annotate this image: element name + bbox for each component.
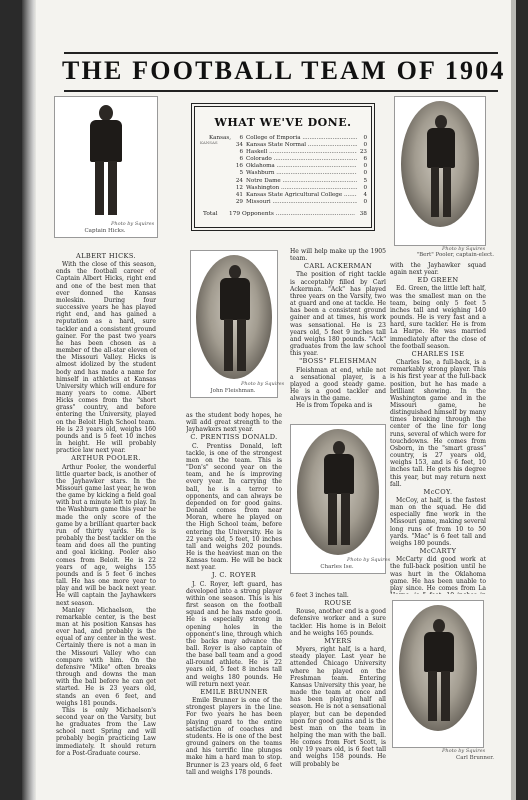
score-row — [209, 192, 367, 199]
score-row — [209, 178, 367, 185]
score-row — [209, 156, 367, 163]
article-paragraph: C. Prentiss Donald, left tackle, is one of the strongest men on the team. This is "Don's" second year on the team, and he is improving every year. In carrying the ball, he is a terror to opponents, and can always be depended on for good gains. Donald comes from near Moran, where he played on the High School team, before entering the University. He is 22 years old, 5 feet, 10 inches tall and weighs 202 pounds. He is the heaviest man on the Kansas team. He will be back next year. — [186, 442, 282, 572]
page-edge — [511, 0, 516, 800]
total-label: Total — [203, 211, 218, 217]
photo-caption: Carl Brunner. — [456, 755, 494, 761]
score-them: 5 — [363, 177, 367, 184]
article-paragraph: Rouse, another end is a good defensive worker and a sure tackler. His home is in Beloit and he weighs 165 pounds. — [290, 608, 386, 637]
article-heading: ROUSE — [324, 599, 352, 608]
score-them: 0 — [363, 142, 367, 149]
score-row — [209, 149, 367, 156]
score-us: 24 — [235, 177, 243, 184]
photo-credit: Photo by Squires — [442, 246, 486, 252]
article-paragraph: With the close of this season, ends the football career of Captain Albert Hicks, right end and one of the best men that ever donned the Kansas moleskin. During four successive years he has played right end, and has gained a reputation as a hard, sure tackler and a consistent ground gainer. For the past two years he has been chosen as a member of the all-star eleven of the Missouri Valley. Hicks is almost idolized by the student body and has made a name for himself in athletics at Kansas University which will endure for many years to come. Albert Hicks comes from the "short grass" country, and before entering the University, played on the Beloit High School team. He is 23 years old, weighs 160 pounds and is 5 feet 10 inches in height. He will probably practice law next year. — [56, 261, 156, 455]
photo-credit: Photo by Squires — [241, 381, 285, 387]
player-figure — [83, 105, 129, 217]
score-opponent: Oklahoma ..... — [246, 163, 357, 170]
text-column-3-top — [290, 248, 386, 418]
score-us: 6 — [239, 149, 243, 156]
score-them: 0 — [363, 170, 367, 177]
score-opponent: Kansas State Agricultural College ..... — [246, 192, 357, 199]
photo-fleishman — [190, 250, 285, 398]
photo-pooler — [394, 96, 486, 246]
text-column-1 — [56, 252, 156, 772]
article-paragraph: He will help make up the 1905 team. — [290, 248, 386, 263]
scoreboard-total — [203, 211, 367, 217]
score-them: 0 — [363, 184, 367, 191]
article-paragraph: The position of right tackle is acceptably filled by Carl Ackerman. "Ack" has played three years on the Varsity, two at guard and one at tackle. He has been a consistent ground gainer and at times, his work was sensational. He is 23 years old, 5 feet 9 inches tall and weighs 180 pounds. "Ack" graduates from the law school this year. — [290, 271, 386, 358]
score-us: 5 — [239, 170, 243, 177]
score-team: Kansas, — [209, 135, 231, 141]
score-us: 29 — [235, 198, 243, 205]
photo-credit: Photo by Squires — [111, 221, 155, 227]
article-heading: McCOY. — [423, 487, 453, 496]
scoreboard-heading: WHAT WE'VE DONE. — [214, 116, 352, 129]
photo-credit: Photo by Squires — [442, 748, 486, 754]
article-paragraph: 6 feet 3 inches tall. — [290, 592, 349, 599]
player-figure — [421, 115, 461, 219]
photo-caption: "Bert" Pooler, captain-elect. — [416, 252, 494, 258]
article-heading: MYERS — [324, 636, 352, 645]
article-heading: "BOSS" FLEISHMAN — [299, 357, 377, 366]
score-them: 23 — [359, 149, 367, 156]
article-paragraph: Charles Ise, a full-back, is a remarkably strong player. This is his first year at the full-back position, but he has made a brilliant showing. In the Washington game and in the Missouri game, he distinguished himself by many times breaking through the center of the line for long runs, several of which were for touchdowns. He comes from Osborn, in the "smart grass" country, is 27 years old, weighs 153, and is 6 feet, 10 inches tall. He gets his degree this year, but may return next fall. — [390, 359, 486, 488]
photo-caption: Charles Ise. — [320, 564, 354, 570]
score-opponent: Notre Dame ..... — [246, 178, 357, 185]
photo-caption: Captain Hicks. — [84, 228, 126, 234]
player-figure — [319, 441, 359, 547]
score-opponent: Kansas State Normal ..... — [246, 142, 357, 149]
photo-hicks — [54, 96, 158, 238]
score-opponent: College of Emporia ..... — [246, 135, 357, 142]
article-paragraph: with the Jayhawker squad again next year. — [390, 262, 486, 277]
article-heading: McCARTY — [419, 547, 457, 556]
page-binding — [22, 0, 36, 800]
article-heading: J. C. ROYER — [211, 571, 257, 580]
score-row — [209, 163, 367, 170]
scoreboard-side-label: KANSAS — [200, 140, 218, 145]
article-heading: C. PRENTISS DONALD. — [190, 433, 278, 442]
article-paragraph: Myers, right half, is a hard, steady player. Last year he attended Chicago University where he played on the Freshman team. Entering Kansas University this year, he made the team at once and has been playing half all season. He is not a sensational player, but can be depended upon for good gains and is the best man on the team in helping the man with the ball. He comes from Fort Scott, is only 19 years old, is 6 feet tall and weighs 158 pounds. He will probably be — [290, 646, 386, 768]
scoreboard-box — [194, 106, 372, 228]
article-paragraph: This is only Michaelson's second year on the Varsity, but he graduates from the Law school next Spring and will probably begin practicing Law immediately. It should return for a Post-Graduate course. — [56, 706, 156, 757]
player-figure — [215, 265, 255, 373]
article-paragraph: McCoy, at half, is the fastest man on the squad. He did especially fine work in the Missouri game, making several long runs of from 10 to 50 yards. "Mac" is 6 feet tall and weighs 180 pounds. — [390, 497, 486, 547]
article-heading: ARTHUR POOLER. — [71, 454, 141, 463]
article-paragraph: J. C. Royer, left guard, has developed into a strong player within one season. This is his first season on the football squad and he has made good. He is especially strong in opening holes in the opponent's line, through which the backs may advance the ball. Royer is also captain of the base ball team and a good all-round athlete. He is 22 years old, 5 feet 8 inches tall and weighs 180 pounds. He will return next year. — [186, 580, 282, 688]
total-kansas: 179 — [229, 211, 241, 217]
score-opponent: Washington ..... — [246, 185, 357, 192]
score-row — [209, 170, 367, 177]
article-paragraph: as the student body hopes, he will add great strength to the Jayhawkers next year. — [186, 412, 282, 434]
article-heading: EMILE BRUNNER — [200, 687, 268, 696]
scoreboard-table — [209, 135, 367, 206]
yearbook-page — [22, 0, 516, 800]
score-opponent: Washburn ..... — [246, 170, 357, 177]
text-column-4 — [390, 262, 486, 594]
score-row — [209, 142, 367, 149]
title-rule-top — [64, 52, 498, 54]
photo-ise — [290, 424, 391, 574]
score-them: 0 — [363, 163, 367, 170]
article-paragraph: Manley Michaelson, the remarkable center, is the best man at his position Kansas has ever had, and probably is the equal of any center in the west. Certainly there is not a man in the Missouri Valley who can compare with him. On the defensive "Mike" often breaks through and downs the man with the ball before he can get started. He is 23 years old, stands an even 6 feet, and weighs 181 pounds. — [56, 606, 156, 707]
article-paragraph: Emile Brunner is one of the strongest players in the line. For two years he has been playing guard to the entire satisfaction of coaches and students. He is one of the best ground gainers on the teams and his terrific line plunges make him a hard man to stop. Brunner is 23 years old, 6 feet tall and weighs 178 pounds. — [186, 697, 282, 776]
article-paragraph: Arthur Pooler, the wonderful little quarter back, is another of the Jayhawker stars. In the Missouri game last year, he won the game by kicking a field goal with but a minute left to play. In the Washburn game this year he made the only score of the game by a brilliant quarter back run of thirty yards. He is probably the best tackler on the team and does all the punting and goal kicking. Pooler also comes from Beloit. He is 22 years of age, weighs 155 pounds and is 5 feet 6 inches tall. He has one more year to play and will be back next year. He will captain the Jayhawkers next season. — [56, 463, 156, 607]
photo-credit: Photo by Squires — [347, 557, 391, 563]
article-heading: ALBERT HICKS. — [75, 252, 137, 260]
score-us: 6 — [239, 156, 243, 163]
score-them: 4 — [363, 191, 367, 198]
score-us: 41 — [235, 191, 243, 198]
score-opponent: Missouri ..... — [246, 199, 357, 206]
article-heading: CARL ACKERMAN — [303, 262, 373, 271]
photo-brunner — [392, 600, 484, 748]
article-heading: CHARLES ISE — [411, 349, 465, 358]
text-column-2 — [186, 412, 282, 782]
text-column-3-bottom — [290, 592, 386, 782]
score-opponent: Colorado ..... — [246, 156, 357, 163]
player-figure — [419, 619, 459, 723]
total-opponents-label: Opponents ..... — [242, 211, 355, 217]
score-us: 16 — [235, 163, 243, 170]
score-row — [209, 185, 367, 192]
score-row — [209, 135, 367, 142]
article-paragraph: Ed. Green, the little left half, was the smallest man on the team, being only 5 feet 5 inches tall and weighing 140 pounds. He is very fast and a hard, sure tackler. He is from La Harpe. He was married immediately after the close of the football season. — [390, 285, 486, 350]
title-rule-bottom — [64, 90, 498, 92]
score-them: 0 — [363, 135, 367, 141]
score-us: 6 — [239, 135, 243, 141]
score-them: 0 — [363, 198, 367, 205]
score-opponent: Haskell ..... — [246, 149, 357, 156]
score-us: 34 — [235, 142, 243, 149]
page-title: THE FOOTBALL TEAM OF 1904 — [62, 56, 506, 85]
photo-caption: John Fleishman. — [210, 388, 256, 394]
article-heading: ED GREEN — [417, 276, 459, 285]
score-row — [209, 199, 367, 206]
score-us: 12 — [235, 184, 243, 191]
total-opponents: 38 — [359, 211, 367, 217]
article-paragraph: McCarty did good work at the full-back position until he was hurt in the Oklahoma game. He has been unable to play since. He comes from La — [390, 556, 486, 592]
article-paragraph: Fleishman at end, while not a sensational player, is a played a good steady game. He is a good tackler and always in the game. — [290, 366, 386, 403]
score-them: 6 — [363, 156, 367, 163]
article-paragraph: He is from Topeka and is — [296, 402, 373, 410]
